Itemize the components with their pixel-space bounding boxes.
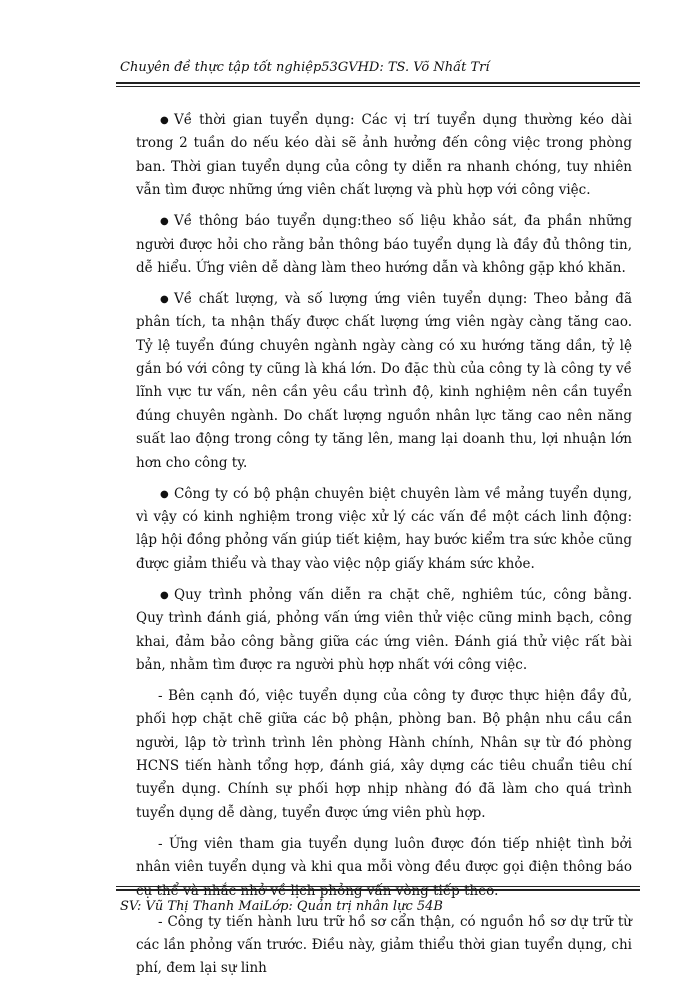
bullet-icon: ●	[160, 216, 169, 228]
paragraph-dash-1: - Bên cạnh đó, việc tuyển dụng của công ty được thực hiện đầy đủ, phối hợp chặt chẽ giữa các bộ phận, phòng ban. Bộ phận nhu cầu cần người, lập tờ trình trình lên phòng Hành chính, Nhân sự từ đó phòng HCNS tiến hành tổng hợp, đánh giá, xây dựng các tiêu chuẩn tiêu chí tuyển dụng. Chính sự phối hợp nhịp nhàng đó đã làm cho quá trình tuyển dụng dễ dàng, tuyển được ứng viên phù hợp.	[136, 687, 632, 821]
header-rule-thick	[116, 82, 640, 84]
page-footer: SV: Vũ Thị Thanh MaiLớp: Quản trị nhân lực 54B	[120, 899, 443, 914]
bullet-icon: ●	[160, 115, 169, 126]
footer-rule-thin	[116, 886, 640, 887]
bullet-icon: ●	[160, 293, 169, 305]
bullet-icon: ●	[160, 488, 169, 500]
paragraph-text: Về thời gian tuyển dụng: Các vị trí tuyển dụng thường kéo dài trong 2 tuần do nếu kéo dài sẽ ảnh hưởng đến công việc trong phòng ban. Thời gian tuyển dụng của công ty diễn ra nhanh chóng, tuy nhiên vẫn tìm được những ứng viên chất lượng và phù hợp với công việc.	[136, 112, 632, 199]
paragraph-text: Quy trình phỏng vấn diễn ra chặt chẽ, nghiêm túc, công bằng. Quy trình đánh giá, phỏng vấn ứng viên thử việc cũng minh bạch, công khai, đảm bảo công bằng giữa các ứng viên. Đánh giá thử việc rất bài bản, nhằm tìm được ra người phù hợp nhất với công việc.	[136, 586, 632, 673]
paragraph-dash-2: - Ứng viên tham gia tuyển dụng luôn được đón tiếp nhiệt tình bởi nhân viên tuyển dụng và khi qua mỗi vòng đều được gọi điện thông báo	[136, 835, 632, 876]
paragraph-text: Về chất lượng, và số lượng ứng viên tuyển dụng: Theo bảng đã phân tích, ta nhận thấy được chất lượng ứng viên ngày càng tăng cao. Tỷ lệ tuyển đúng chuyên ngành ngày càng có xu hướng tăng dần, tỷ lệ gắn bó với công ty cũng là khá lớn. Do đặc thù của công ty là công ty về lĩnh vực tư vấn, nên cần yêu cầu trình độ, kinh nghiệm nên cần tuyển đúng chuyên ngành. Do chất lượng nguồn nhân lực tăng cao nên năng suất lao động trong công ty tăng lên, mang lại doanh thu, lợi nhuận lớn hơn cho công ty.	[136, 290, 632, 471]
header-rule-thin	[116, 86, 640, 87]
paragraph-dash-3: - Công ty tiến hành lưu trữ hồ sơ cẩn thận, có nguồn hồ sơ dự trữ từ các lần phỏng vấn trước. Điều này, giảm thiểu thời gian tuyển dụng, chi phí, đem lại sự linh	[136, 913, 632, 977]
paragraph-bullet-1	[136, 109, 632, 203]
paragraph-bullet-4	[136, 483, 632, 577]
page-header: Chuyên đề thực tập tốt nghiệp53GVHD: TS. Võ Nhất Trí	[120, 60, 490, 75]
paragraph-text: Công ty có bộ phận chuyên biệt chuyên làm về mảng tuyển dụng, vì vậy có kinh nghiệm trong việc xử lý các vấn đề một cách linh động: lập hội đồng phỏng vấn giúp tiết kiệm, hay bước kiểm tra sức khỏe cũng được giảm thiểu và thay vào việc nộp giấy khám sức khỏe.	[136, 485, 632, 572]
bullet-icon: ●	[160, 589, 169, 601]
paragraph-text: Về thông báo tuyển dụng:theo số liệu khảo sát, đa phần những người được hỏi cho rằng bản thông báo tuyển dụng là đầy đủ thông tin, dễ hiểu. Ứng viên dễ dàng làm theo hướng dẫn và không gặp khó khăn.	[136, 213, 632, 276]
footer-rule-thick	[116, 889, 640, 891]
document-body	[136, 109, 632, 988]
paragraph-bullet-2	[136, 210, 632, 280]
paragraph-bullet-5	[136, 584, 632, 678]
paragraph-bullet-3	[136, 288, 632, 475]
